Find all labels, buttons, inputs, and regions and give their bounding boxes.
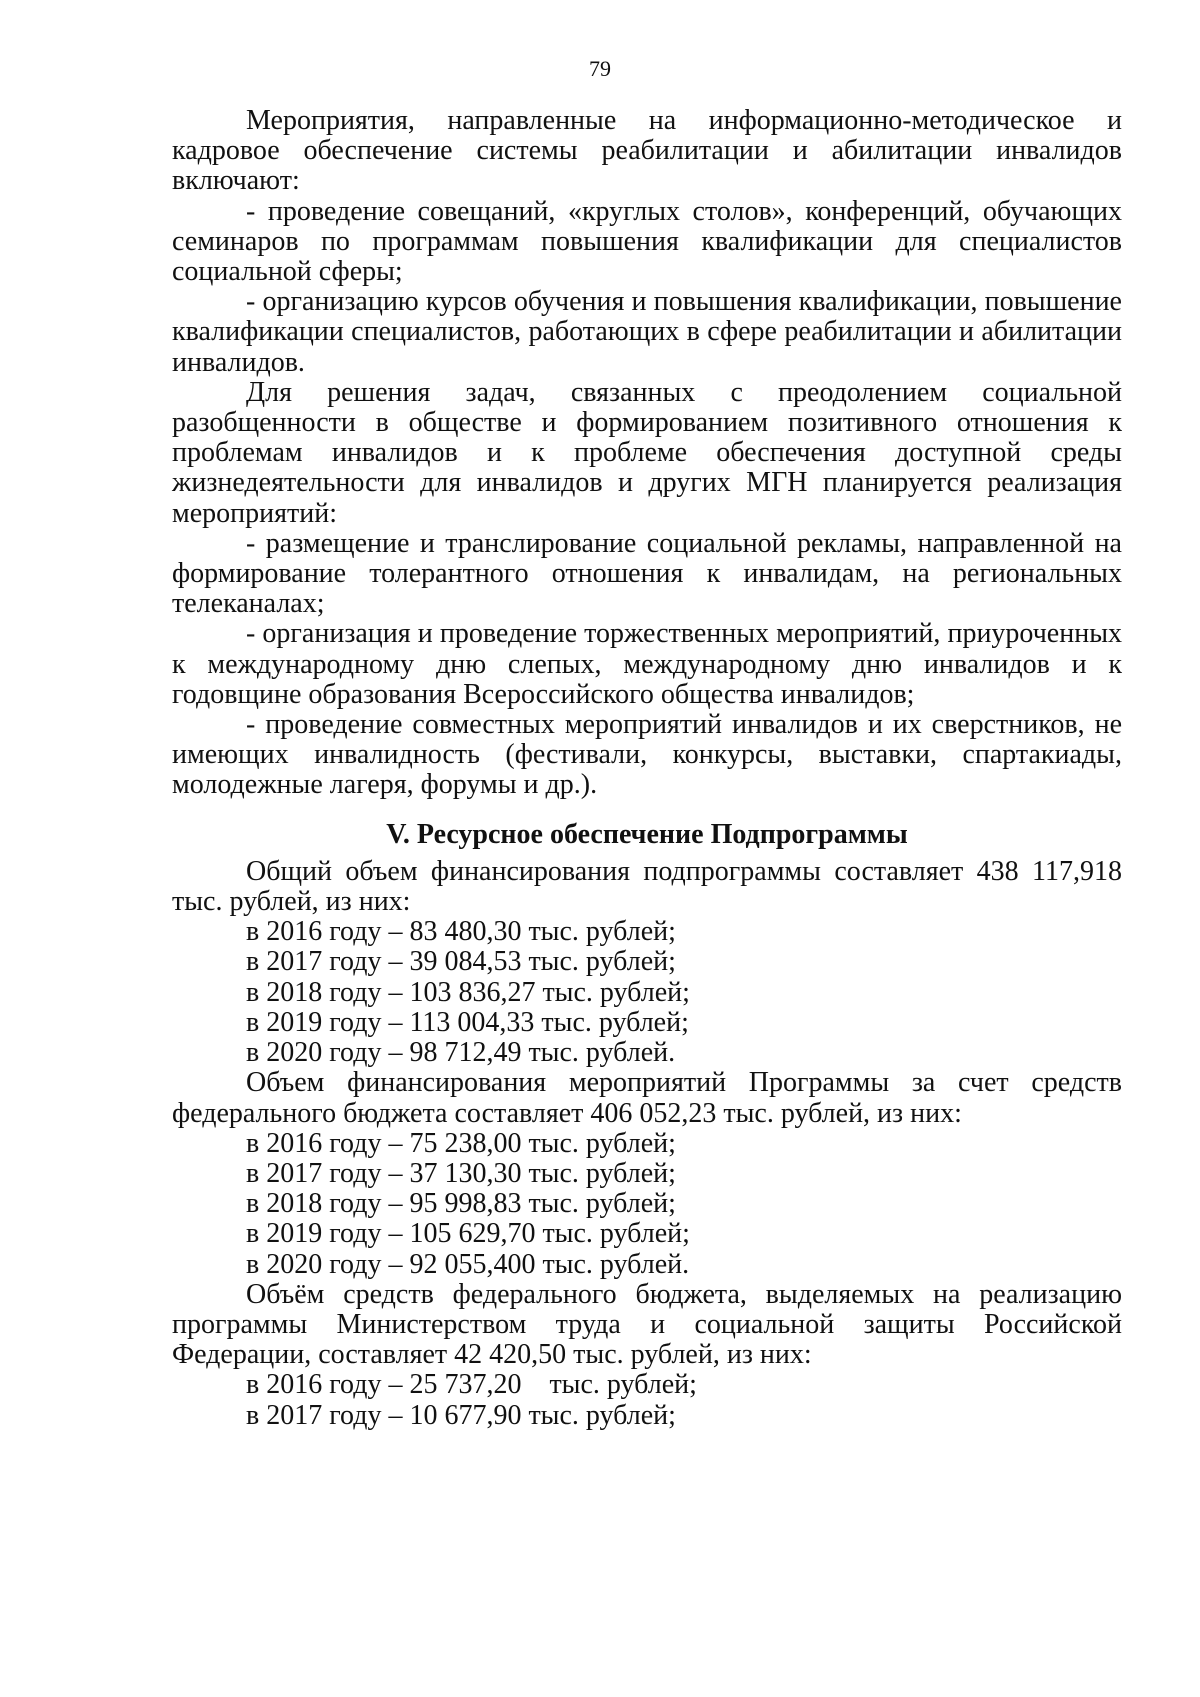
list-item-training-courses: - организацию курсов обучения и повышения квалификации, повышение квалификации специалистов, работающих в сфере реабилитации и абилитации инвалидов. [172, 286, 1122, 378]
page-body [172, 106, 1122, 1431]
ministry-funding-year-line: в 2016 году – 25 737,20 тыс. рублей; [246, 1369, 697, 1401]
total-funding-year-line: в 2016 году – 83 480,30 тыс. рублей; [246, 916, 676, 948]
section-heading: V. Ресурсное обеспечение Подпрограммы [386, 818, 908, 850]
page-number: 79 [589, 56, 611, 81]
total-funding-year-line: в 2018 году – 103 836,27 тыс. рублей; [246, 976, 690, 1008]
ministry-funding-year-line: в 2017 году – 10 677,90 тыс. рублей; [246, 1399, 676, 1431]
federal-funding-year-line: в 2018 году – 95 998,83 тыс. рублей; [246, 1188, 676, 1220]
federal-funding-year-line: в 2017 году – 37 130,30 тыс. рублей; [246, 1157, 676, 1189]
list-item-meetings: - проведение совещаний, «круглых столов», конференций, обучающих семинаров по программам повышения квалификации для специалистов социальной сферы; [172, 195, 1122, 288]
total-funding-year-line: в 2019 году – 113 004,33 тыс. рублей; [246, 1006, 689, 1038]
paragraph-federal-funding: Объем финансирования мероприятий Программы за счет средств федерального бюджета составляет 406 052,23 тыс. рублей, из них: [172, 1067, 1122, 1129]
list-item-social-advertising: - размещение и транслирование социальной рекламы, направленной на формирование толерантного отношения к инвалидам, на региональных телеканалах; [172, 527, 1122, 620]
list-item-ceremonial-events: - организация и проведение торжественных мероприятий, приуроченных к международному дню слепых, международному дню инвалидов и к годовщине образования Всероссийского общества инвалидов; [172, 618, 1122, 710]
paragraph-total-funding: Общий объем финансирования подпрограммы составляет 438 117,918 тыс. рублей, из них: [172, 855, 1122, 918]
paragraph-measures-intro: Мероприятия, направленные на информационно-методическое и кадровое обеспечение системы реабилитации и абилитации инвалидов включают: [172, 105, 1122, 197]
paragraph-social-tasks: Для решения задач, связанных с преодолением социальной разобщенности в обществе и формированием позитивного отношения к проблемам инвалидов и к проблеме обеспечения доступной среды жизнедеятельности для инвалидов и других МГН планируется реализация мероприятий: [172, 376, 1122, 529]
federal-funding-year-line: в 2019 году – 105 629,70 тыс. рублей; [246, 1218, 690, 1250]
paragraph-ministry-funding: Объём средств федерального бюджета, выделяемых на реализацию программы Министерством труда и социальной защиты Российской Федерации, составляет 42 420,50 тыс. рублей, из них: [172, 1278, 1122, 1371]
list-item-joint-events: - проведение совместных мероприятий инвалидов и их сверстников, не имеющих инвалидность (фестивали, конкурсы, выставки, спартакиады, молодежные лагеря, форумы и др.). [172, 709, 1122, 801]
total-funding-year-line: в 2017 году – 39 084,53 тыс. рублей; [246, 946, 676, 978]
federal-funding-year-line: в 2016 году – 75 238,00 тыс. рублей; [246, 1127, 676, 1159]
total-funding-year-line: в 2020 году – 98 712,49 тыс. рублей. [246, 1037, 676, 1069]
federal-funding-year-line: в 2020 году – 92 055,400 тыс. рублей. [246, 1248, 690, 1280]
